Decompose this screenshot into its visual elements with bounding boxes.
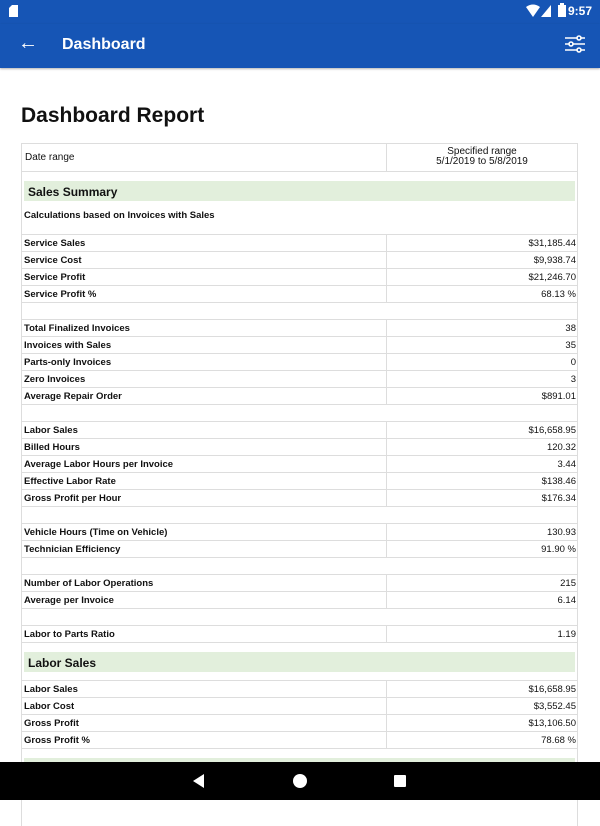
metric-value: $9,938.74 xyxy=(533,255,576,266)
navigation-bar xyxy=(0,762,600,800)
report-content[interactable] xyxy=(0,68,600,762)
back-arrow-icon[interactable]: ← xyxy=(18,32,38,54)
date-range-type: Specified range xyxy=(447,146,517,157)
metric-value: 1.19 xyxy=(557,629,576,640)
metric-label: Parts-only Invoices xyxy=(21,354,387,370)
section-header: Sales Summary xyxy=(24,181,575,201)
metric-value: $13,106.50 xyxy=(528,718,576,729)
section-header: Labor Sales xyxy=(24,652,575,672)
date-range-row xyxy=(22,144,577,172)
table-row xyxy=(21,337,578,354)
metric-label: Gross Profit % xyxy=(21,732,387,748)
signal-icon xyxy=(541,5,551,17)
table-row xyxy=(21,286,578,303)
metric-label: Average Repair Order xyxy=(21,388,387,404)
metric-value: $16,658.95 xyxy=(528,425,576,436)
metric-value: 68.13 % xyxy=(541,289,576,300)
page-title: Dashboard Report xyxy=(21,104,205,127)
metric-label: Service Profit % xyxy=(21,286,387,302)
metric-label: Labor to Parts Ratio xyxy=(21,626,387,642)
metric-label: Service Cost xyxy=(21,252,387,268)
metric-group xyxy=(21,680,578,749)
table-row xyxy=(21,626,578,643)
metric-value: 120.32 xyxy=(546,442,576,453)
filter-settings-icon[interactable] xyxy=(565,34,585,54)
metric-label: Average Labor Hours per Invoice xyxy=(21,456,387,472)
table-row xyxy=(21,269,578,286)
battery-icon xyxy=(558,3,566,17)
metric-label: Labor Sales xyxy=(21,681,387,697)
metric-value: $176.34 xyxy=(541,493,576,504)
metric-label: Vehicle Hours (Time on Vehicle) xyxy=(21,524,387,540)
metric-label: Service Profit xyxy=(21,269,387,285)
table-row xyxy=(21,592,578,609)
table-row xyxy=(21,681,578,698)
app-title: Dashboard xyxy=(62,36,146,53)
metric-group xyxy=(21,234,578,303)
date-range-value-cell xyxy=(387,144,577,171)
metric-value: $31,185.44 xyxy=(528,238,576,249)
metric-label: Labor Sales xyxy=(21,422,387,438)
table-row xyxy=(21,388,578,405)
metric-label: Invoices with Sales xyxy=(21,337,387,353)
metric-value: $891.01 xyxy=(541,391,576,402)
table-row xyxy=(21,715,578,732)
metric-label: Total Finalized Invoices xyxy=(21,320,387,336)
metric-value: 6.14 xyxy=(557,595,576,606)
metric-value: 35 xyxy=(565,340,576,351)
metric-value: 215 xyxy=(560,578,576,589)
table-row xyxy=(21,252,578,269)
spacer xyxy=(22,672,577,680)
metric-value: 78.68 % xyxy=(541,735,576,746)
metric-value: 91.90 % xyxy=(541,544,576,555)
metric-value: 3 xyxy=(570,374,576,385)
nav-home-icon[interactable] xyxy=(292,773,308,789)
metric-group xyxy=(21,574,578,609)
metric-label: Gross Profit xyxy=(21,715,387,731)
metric-value: 0 xyxy=(570,357,576,368)
table-row xyxy=(21,524,578,541)
metric-group xyxy=(21,319,578,405)
metric-label: Effective Labor Rate xyxy=(21,473,387,489)
date-range-label: Date range xyxy=(22,144,387,171)
table-row xyxy=(21,541,578,558)
metric-group xyxy=(21,421,578,507)
app-bar xyxy=(0,24,600,68)
metric-value: 38 xyxy=(565,323,576,334)
metric-label: Number of Labor Operations xyxy=(21,575,387,591)
metric-value: $138.46 xyxy=(541,476,576,487)
table-row xyxy=(21,456,578,473)
metric-label: Gross Profit per Hour xyxy=(21,490,387,506)
metric-group xyxy=(21,523,578,558)
table-row xyxy=(21,320,578,337)
metric-value: $3,552.45 xyxy=(533,701,576,712)
status-bar xyxy=(0,0,600,24)
clock: 9:57 xyxy=(567,4,592,18)
metric-label: Billed Hours xyxy=(21,439,387,455)
metric-label: Labor Cost xyxy=(21,698,387,714)
table-row xyxy=(21,371,578,388)
metric-label: Average per Invoice xyxy=(21,592,387,608)
table-row xyxy=(21,235,578,252)
metric-label: Technician Efficiency xyxy=(21,541,387,557)
metric-value: $21,246.70 xyxy=(528,272,576,283)
table-row xyxy=(21,732,578,749)
metric-value: 130.93 xyxy=(546,527,576,538)
section-subtitle: Calculations based on Invoices with Sales xyxy=(24,210,215,221)
metric-value: 3.44 xyxy=(557,459,576,470)
report-table xyxy=(21,143,578,826)
table-row xyxy=(21,422,578,439)
wifi-icon xyxy=(526,5,540,17)
sd-card-icon xyxy=(9,5,18,17)
nav-back-icon[interactable] xyxy=(193,774,205,788)
table-row xyxy=(21,698,578,715)
metric-label: Zero Invoices xyxy=(21,371,387,387)
nav-recents-icon[interactable] xyxy=(394,775,406,787)
table-row xyxy=(21,439,578,456)
metric-group xyxy=(21,625,578,643)
metric-label: Service Sales xyxy=(21,235,387,251)
table-row xyxy=(21,354,578,371)
table-row xyxy=(21,575,578,592)
table-row xyxy=(21,473,578,490)
date-range-value: 5/1/2019 to 5/8/2019 xyxy=(436,156,528,167)
table-row xyxy=(21,490,578,507)
metric-value: $16,658.95 xyxy=(528,684,576,695)
